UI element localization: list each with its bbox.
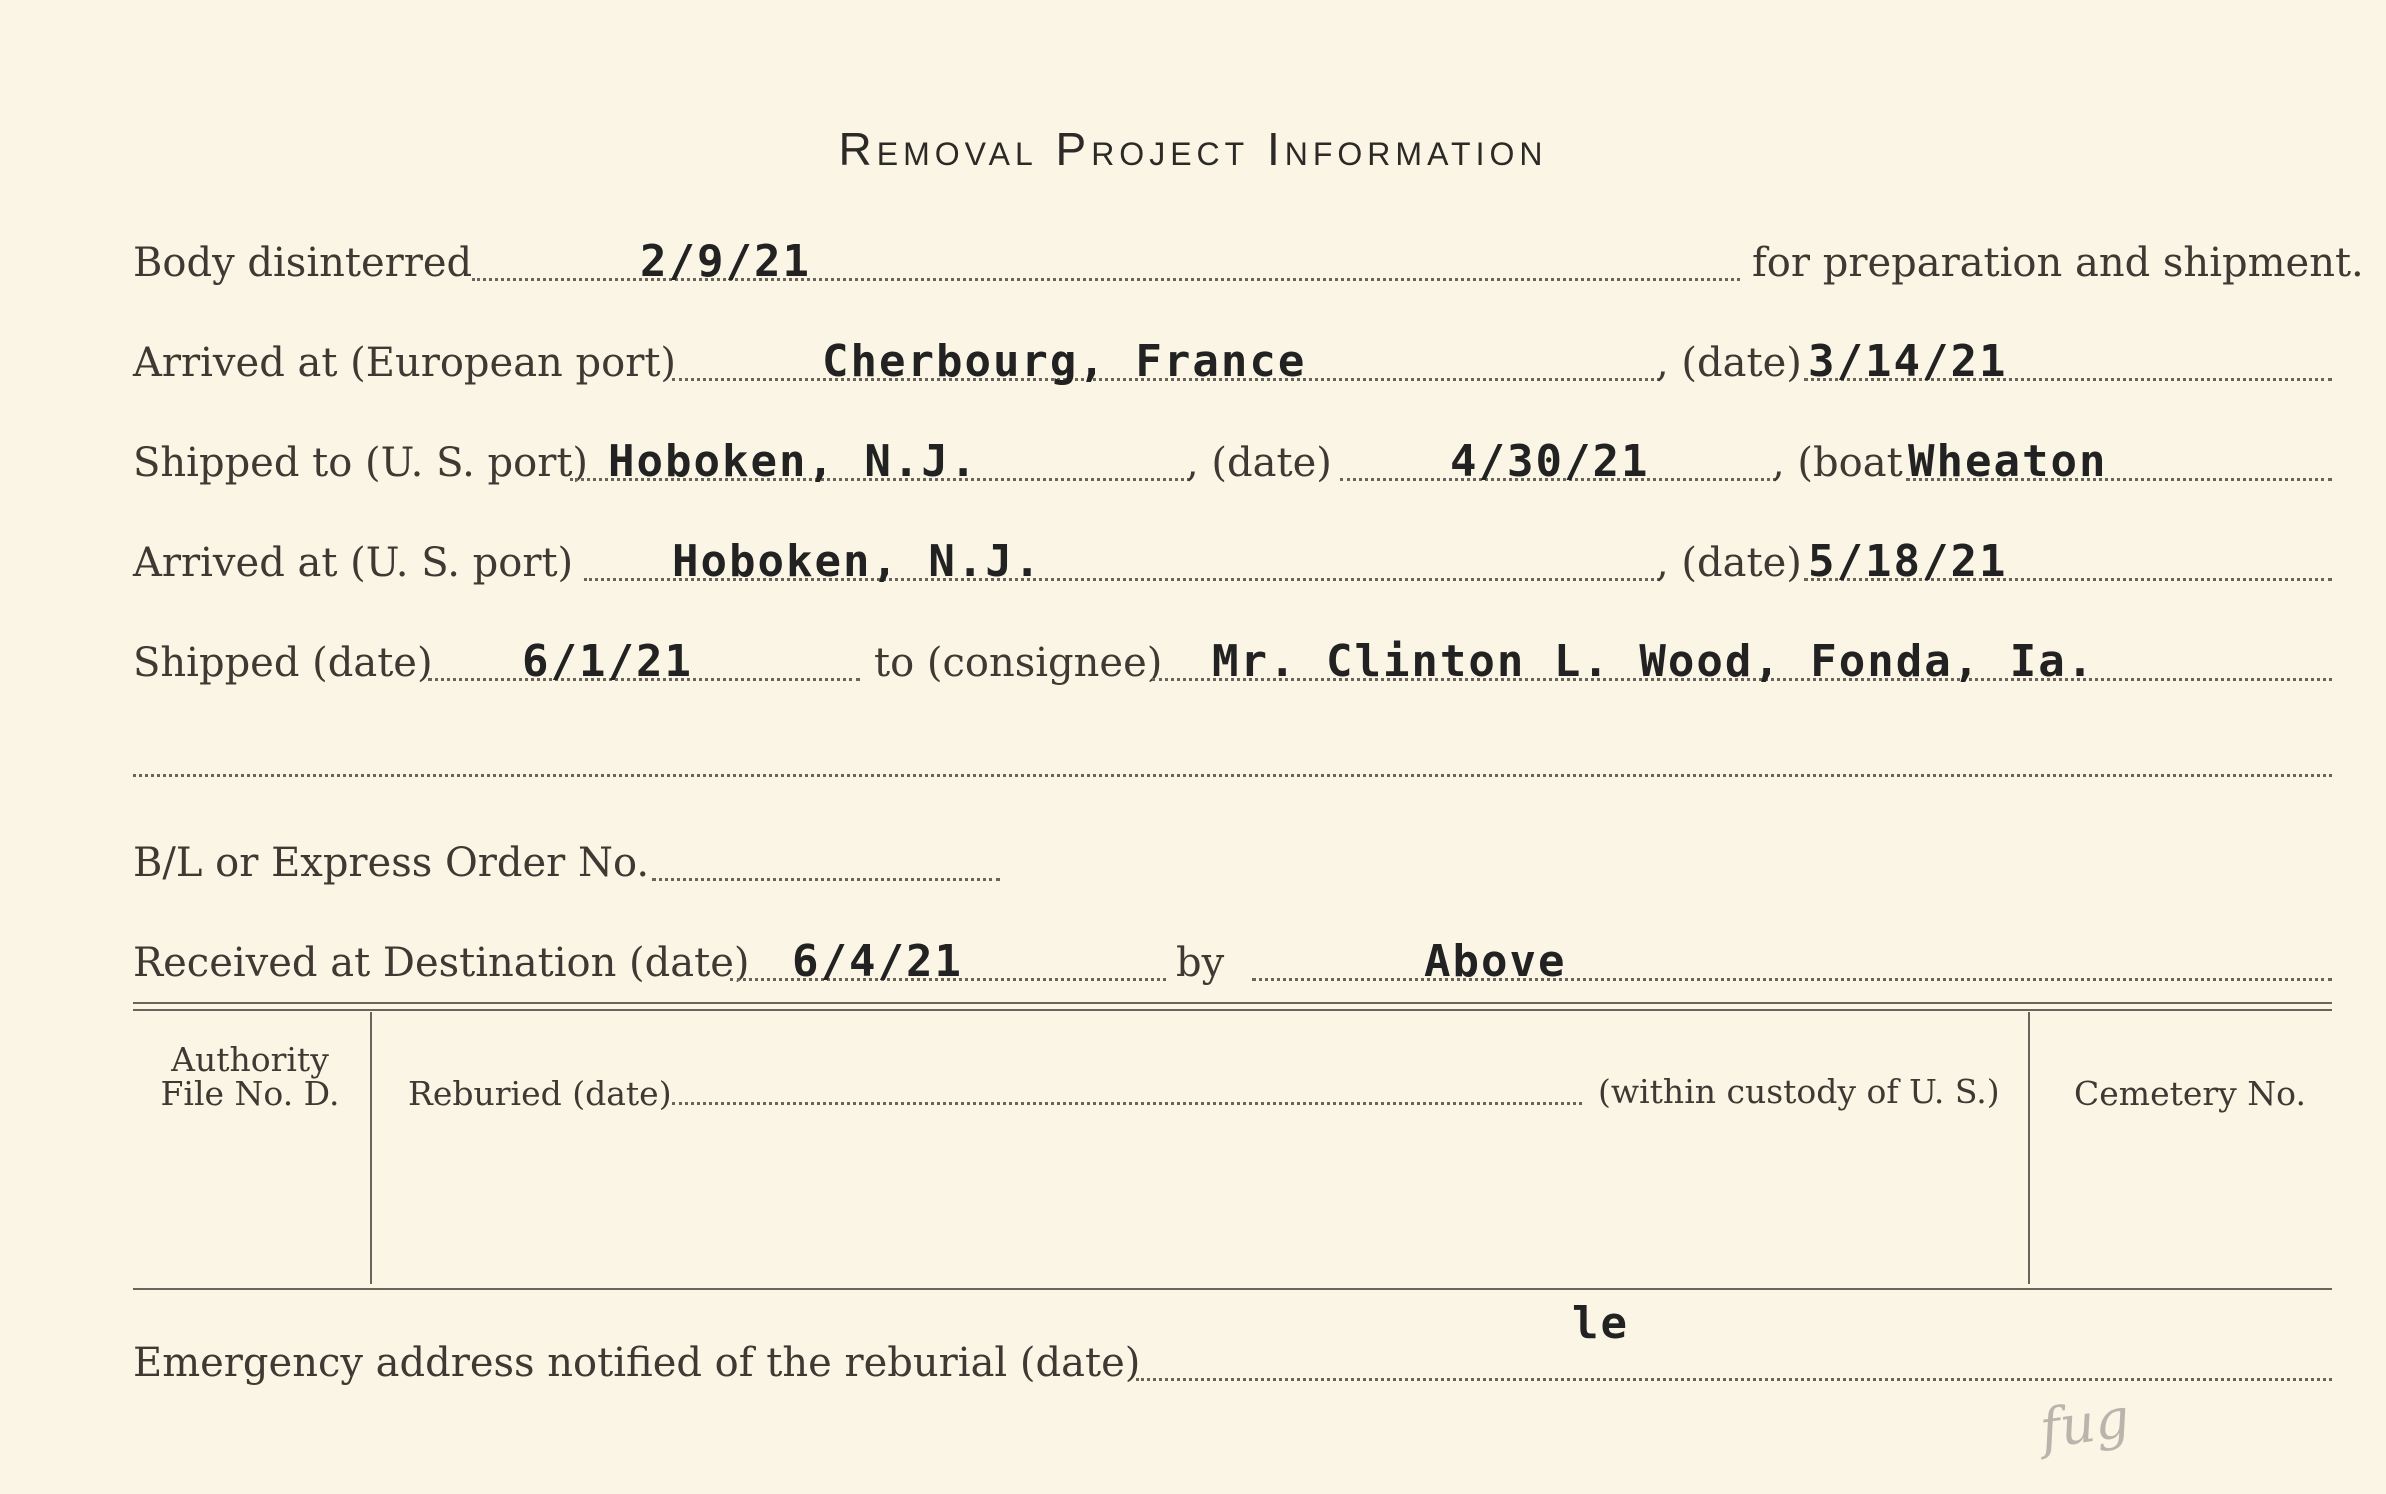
- body-disinterred-value: 2/9/21: [640, 236, 811, 287]
- shipped-date-value: 6/1/21: [522, 636, 693, 687]
- table-bottom-rule: [133, 1288, 2332, 1290]
- received-by-label: by: [1176, 940, 1225, 986]
- received-date-value: 6/4/21: [792, 936, 963, 987]
- reburied-date-label: Reburied (date): [408, 1074, 672, 1113]
- authority-label-line1: Authority: [171, 1040, 329, 1079]
- european-port-date-label: , (date): [1656, 340, 1802, 386]
- blank-continuation-line: [133, 774, 2332, 777]
- european-port-label: Arrived at (European port): [133, 340, 677, 386]
- preparation-shipment-label: for preparation and shipment.: [1752, 240, 2364, 286]
- cemetery-no-label: Cemetery No.: [2074, 1074, 2306, 1113]
- arrived-us-date-value: 5/18/21: [1808, 536, 2008, 587]
- arrived-us-port-label: Arrived at (U. S. port): [133, 540, 574, 586]
- authority-label-line2: File No. D.: [160, 1074, 340, 1113]
- bl-order-line: [652, 878, 1000, 881]
- arrived-us-date-label: , (date): [1656, 540, 1802, 586]
- bl-order-label: B/L or Express Order No.: [133, 840, 650, 886]
- received-destination-label: Received at Destination (date): [133, 940, 750, 986]
- card-title: Removal Project Information: [838, 123, 1548, 175]
- consignee-label: to (consignee): [874, 640, 1163, 686]
- european-port-value: Cherbourg, France: [822, 336, 1307, 387]
- shipped-to-port-label: Shipped to (U. S. port): [133, 440, 588, 486]
- emergency-typed-mark: le: [1572, 1298, 1629, 1349]
- received-by-line: [1252, 978, 2332, 981]
- body-disinterred-label: Body disinterred: [133, 240, 473, 286]
- european-port-date-value: 3/14/21: [1808, 336, 2008, 387]
- table-top-rule-1: [133, 1002, 2332, 1004]
- shipped-to-date-label: , (date): [1186, 440, 1332, 486]
- boat-value: Wheaton: [1908, 436, 2108, 487]
- pencil-annotation: fug: [2036, 1386, 2134, 1461]
- shipped-date-label: Shipped (date): [133, 640, 433, 686]
- table-divider-left: [370, 1012, 372, 1284]
- boat-label: , (boat: [1772, 440, 1903, 486]
- received-by-value: Above: [1424, 936, 1567, 987]
- table-top-rule-2: [133, 1009, 2332, 1011]
- shipped-to-port-value: Hoboken, N.J.: [608, 436, 979, 487]
- consignee-value: Mr. Clinton L. Wood, Fonda, Ia.: [1212, 636, 2096, 687]
- shipped-to-date-value: 4/30/21: [1450, 436, 1650, 487]
- emergency-address-label: Emergency address notified of the reburial (date): [133, 1340, 1141, 1386]
- table-divider-right: [2028, 1012, 2030, 1284]
- reburied-date-line: [672, 1102, 1582, 1105]
- arrived-us-port-value: Hoboken, N.J.: [672, 536, 1043, 587]
- emergency-date-line: [1136, 1378, 2332, 1381]
- custody-label: (within custody of U. S.): [1598, 1072, 2000, 1111]
